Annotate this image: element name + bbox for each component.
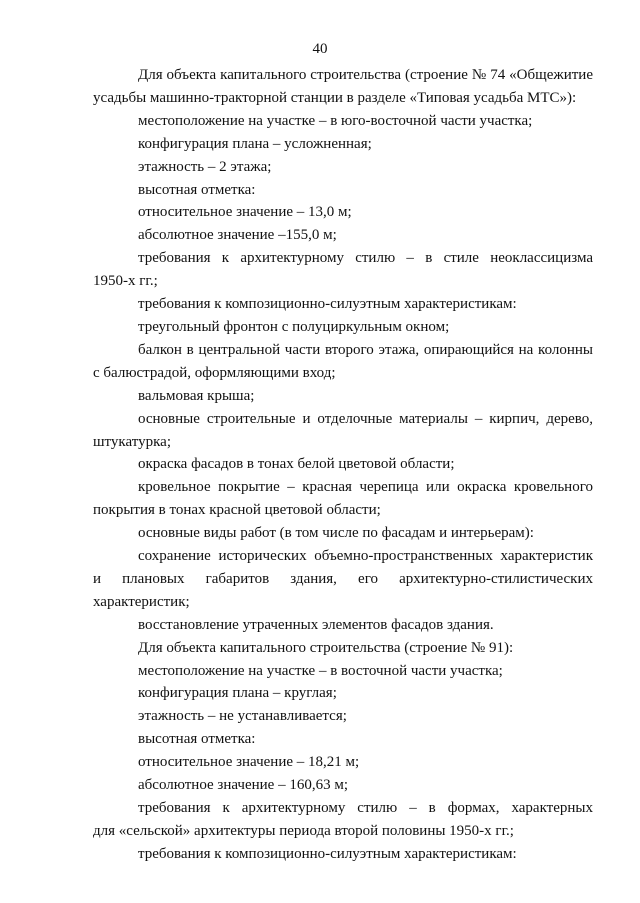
- paragraph: [93, 751, 593, 774]
- text-line: усадьбы машинно-тракторной станции в разделе «Типовая усадьба МТС»):: [93, 89, 577, 106]
- text-line: балкон в центральной части второго этажа, опирающийся на колонны: [138, 341, 593, 358]
- text-line: требования к композиционно-силуэтным характеристикам:: [138, 296, 517, 313]
- paragraph: [93, 247, 593, 293]
- text-line: высотная отметка:: [138, 731, 256, 748]
- paragraph: [93, 110, 593, 133]
- text-line: кровельное покрытие – красная черепица или окраска кровельного: [138, 479, 593, 496]
- text-line: основные виды работ (в том числе по фасадам и интерьерам):: [138, 525, 534, 542]
- paragraph: [93, 453, 593, 476]
- text-line: абсолютное значение – 160,63 м;: [138, 777, 348, 794]
- text-line: относительное значение – 13,0 м;: [138, 204, 352, 221]
- paragraph: [93, 660, 593, 683]
- text-line: характеристик;: [93, 593, 190, 610]
- text-line: местоположение на участке – в юго-восточной части участка;: [138, 112, 533, 129]
- text-line: 1950-х гг.;: [93, 273, 158, 290]
- text-line: восстановление утраченных элементов фасадов здания.: [138, 616, 494, 633]
- paragraph: [93, 797, 593, 843]
- text-line: Для объекта капитального строительства (строение № 74 «Общежитие: [138, 67, 593, 83]
- text-line: относительное значение – 18,21 м;: [138, 754, 360, 771]
- text-line: треугольный фронтон с полуциркульным окном;: [138, 318, 450, 335]
- paragraph: [93, 614, 593, 637]
- paragraph: [93, 545, 593, 614]
- paragraph: [93, 408, 593, 454]
- paragraph: [93, 179, 593, 202]
- text-line: этажность – не устанавливается;: [138, 708, 347, 725]
- text-line: требования к композиционно-силуэтным характеристикам:: [138, 845, 517, 862]
- text-line: конфигурация плана – круглая;: [138, 685, 337, 702]
- paragraph: [93, 316, 593, 339]
- text-line: конфигурация плана – усложненная;: [138, 135, 372, 152]
- text-line: окраска фасадов в тонах белой цветовой области;: [138, 456, 455, 473]
- text-line: штукатурка;: [93, 433, 171, 450]
- paragraph: [93, 224, 593, 247]
- text-line: вальмовая крыша;: [138, 387, 255, 404]
- paragraph: [93, 522, 593, 545]
- paragraph: [93, 133, 593, 156]
- paragraph: [93, 637, 593, 660]
- paragraph: [93, 774, 593, 797]
- paragraph: [93, 728, 593, 751]
- text-line: для «сельской» архитектуры периода второй половины 1950-х гг.;: [93, 822, 514, 839]
- text-line: требования к архитектурному стилю – в формах, характерных: [138, 800, 593, 816]
- text-line: сохранение исторических объемно-пространственных характеристик: [138, 548, 593, 565]
- page-number: 40: [312, 41, 328, 57]
- paragraph: [93, 682, 593, 705]
- paragraph: [93, 156, 593, 179]
- text-line: требования к архитектурному стилю – в стиле неоклассицизма: [138, 250, 593, 267]
- text-line: с балюстрадой, оформляющими вход;: [93, 364, 336, 381]
- paragraph: [93, 201, 593, 224]
- text-line: Для объекта капитального строительства (строение № 91):: [138, 639, 514, 656]
- paragraph: [93, 339, 593, 385]
- text-line: покрытия в тонах красной цветовой области;: [93, 502, 381, 519]
- paragraph: [93, 385, 593, 408]
- paragraph: [93, 64, 593, 110]
- text-line: основные строительные и отделочные материалы – кирпич, дерево,: [138, 410, 593, 427]
- document-body: [93, 64, 593, 866]
- text-line: местоположение на участке – в восточной части участка;: [138, 662, 503, 679]
- paragraph: [93, 293, 593, 316]
- text-line: и плановых габаритов здания, его архитектурно-стилистических: [93, 570, 593, 587]
- text-line: абсолютное значение –155,0 м;: [138, 227, 337, 244]
- paragraph: [93, 705, 593, 728]
- text-line: этажность – 2 этажа;: [138, 158, 272, 175]
- text-line: высотная отметка:: [138, 181, 256, 198]
- paragraph: [93, 476, 593, 522]
- paragraph: [93, 843, 593, 866]
